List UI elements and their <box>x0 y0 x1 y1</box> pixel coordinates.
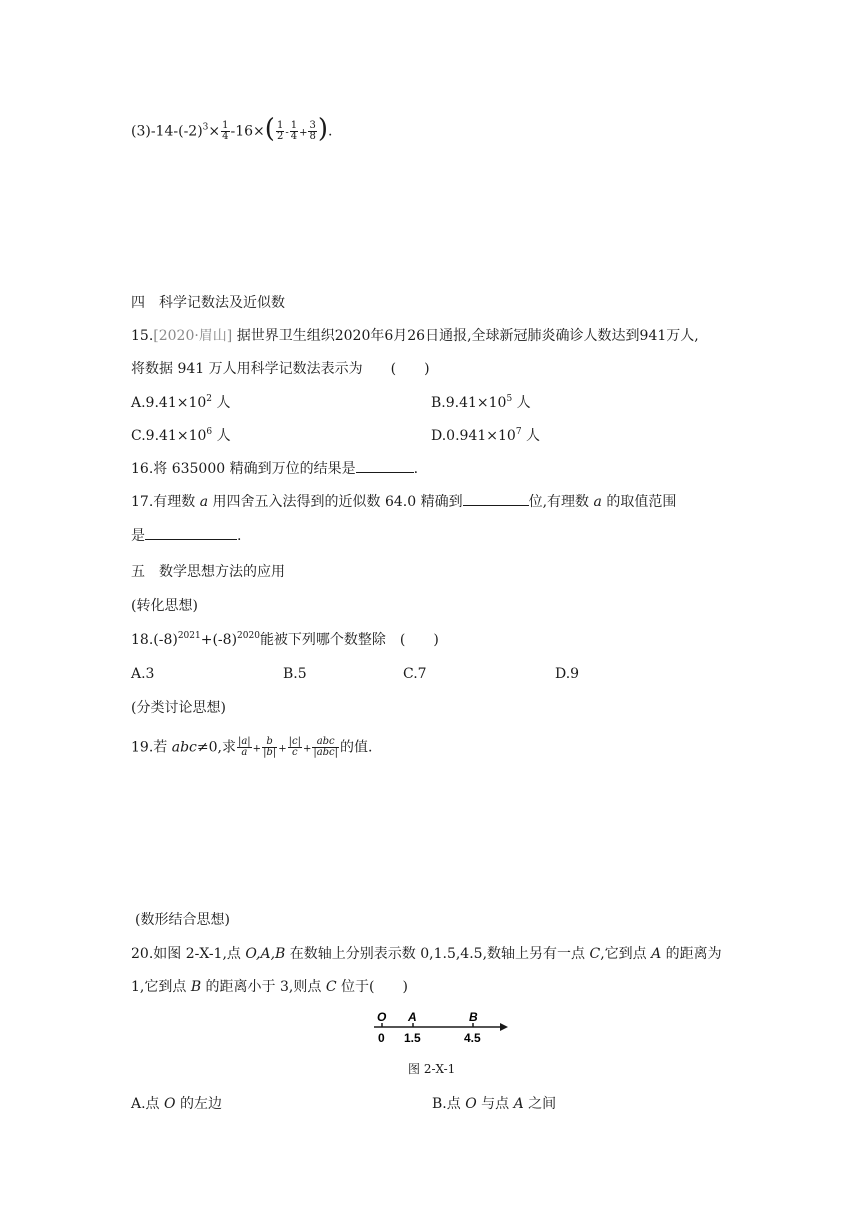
method-case-analysis: (分类讨论思想) <box>131 700 226 716</box>
q3-exponent: 3 <box>202 122 209 133</box>
q18-option-a[interactable]: A.3 <box>131 666 155 682</box>
question-19: 19.若 abc≠0,求 $\frac{|a|}{a}$ + $\frac{b}{|b|}$ + $\frac{|c|}{c}$ + $\frac{\text{abc}}{\text{|abc|}}$ 的值. <box>131 736 373 758</box>
fraction-1-4: $\frac{1}{4}$ <box>222 120 229 142</box>
number-line-arrow-icon <box>500 1023 508 1031</box>
value-label-1-5: 1.5 <box>404 1031 421 1045</box>
right-paren: ) <box>317 113 329 144</box>
q3-prefix: (3)-14-(-2) <box>131 123 203 140</box>
q18-option-c[interactable]: C.7 <box>403 666 427 682</box>
value-label-4-5: 4.5 <box>464 1031 481 1045</box>
fraction-1-2: $\frac{1}{2}$ <box>276 120 284 142</box>
question-17-line1: 17.有理数 a 用四舍五入法得到的近似数 64.0 精确到 位,有理数 a 的取值范围 <box>131 494 677 510</box>
method-conversion: (转化思想) <box>131 598 198 614</box>
q15-source: [2020·眉山] <box>153 328 233 344</box>
fraction-3-8: $\frac{3}{8}$ <box>309 120 316 142</box>
q18-option-b[interactable]: B.5 <box>283 666 307 682</box>
question-16: 16.将 635000 精确到万位的结果是 . <box>131 461 419 477</box>
q17-blank-1[interactable] <box>463 493 529 506</box>
point-label-b: B <box>469 1010 478 1024</box>
figure-caption: 图 2-X-1 <box>408 1062 456 1076</box>
question-18: $18.(-8)^{2021}+(-8)^{2020}$能被下列哪个数整除 ( ) <box>131 631 439 648</box>
q19-fraction-2: $\frac{b}{|b|}$ <box>263 736 277 758</box>
q15-text1: 据世界卫生组织2020年6月26日通报,全球新冠肺炎确诊人数达到941万人, <box>232 328 699 344</box>
q20-option-a[interactable]: A.点 O 的左边 <box>131 1096 222 1112</box>
number-line-figure <box>360 1008 510 1048</box>
q15-option-b[interactable]: $B.9.41\times 10^5$ 人 <box>431 394 531 411</box>
question-20-line1: 20.如图 2-X-1,点 O,A,B 在数轴上分别表示数 0,1.5,4.5,数轴上另有一点 C,它到点 A 的距离为 <box>131 946 722 962</box>
point-label-a: A <box>408 1010 417 1024</box>
q16-text: 16.将 635000 精确到万位的结果是 <box>131 461 356 477</box>
question-20-line2: 1,它到点 B 的距离小于 3,则点 C 位于( ) <box>131 979 408 995</box>
q15-number: 15. <box>131 328 154 344</box>
point-label-o: O <box>377 1010 387 1024</box>
q3-times: × <box>208 123 221 140</box>
q19-fraction-1: $\frac{|a|}{a}$ <box>237 736 251 758</box>
section-4-title: 四 科学记数法及近似数 <box>131 295 285 311</box>
fraction-1-4b: $\frac{1}{4}$ <box>290 120 298 142</box>
q3-mid: -16× <box>230 123 265 140</box>
question-15-line2: 将数据 941 万人用科学记数法表示为 ( ) <box>131 361 430 377</box>
method-number-shape: (数形结合思想) <box>135 912 230 928</box>
q17-blank-2[interactable] <box>145 527 237 540</box>
q19-fraction-4: $\frac{\text{abc}}{\text{|abc|}}$ <box>313 736 339 758</box>
q18-option-d[interactable]: D.9 <box>555 666 580 682</box>
left-paren: ( <box>264 113 275 144</box>
value-label-0: 0 <box>378 1031 385 1045</box>
q20-option-b[interactable]: B.点 O 与点 A 之间 <box>432 1096 557 1112</box>
q15-option-a[interactable]: $A.9.41\times 10^2$ 人 <box>131 394 231 411</box>
q16-answer-blank[interactable] <box>356 460 414 473</box>
q3-end: . <box>328 123 333 140</box>
question-3-expression: $(3)-14-(-2)^3\times$ $\frac{1}{4}$ -16×( $\frac{1}{2}$ - $\frac{1}{4}$ + $\frac{3}{8}$ ). <box>131 113 333 144</box>
q19-fraction-3: $\frac{|c|}{c}$ <box>288 736 301 758</box>
question-15-line1 <box>131 326 699 346</box>
q15-option-d[interactable]: $D.0.941\times 10^7$ 人 <box>431 427 540 444</box>
q15-option-c[interactable]: $C.9.41\times 10^6$ 人 <box>131 427 231 444</box>
question-17-line2: 是 . <box>131 528 242 544</box>
section-5-title: 五 数学思想方法的应用 <box>131 564 285 580</box>
